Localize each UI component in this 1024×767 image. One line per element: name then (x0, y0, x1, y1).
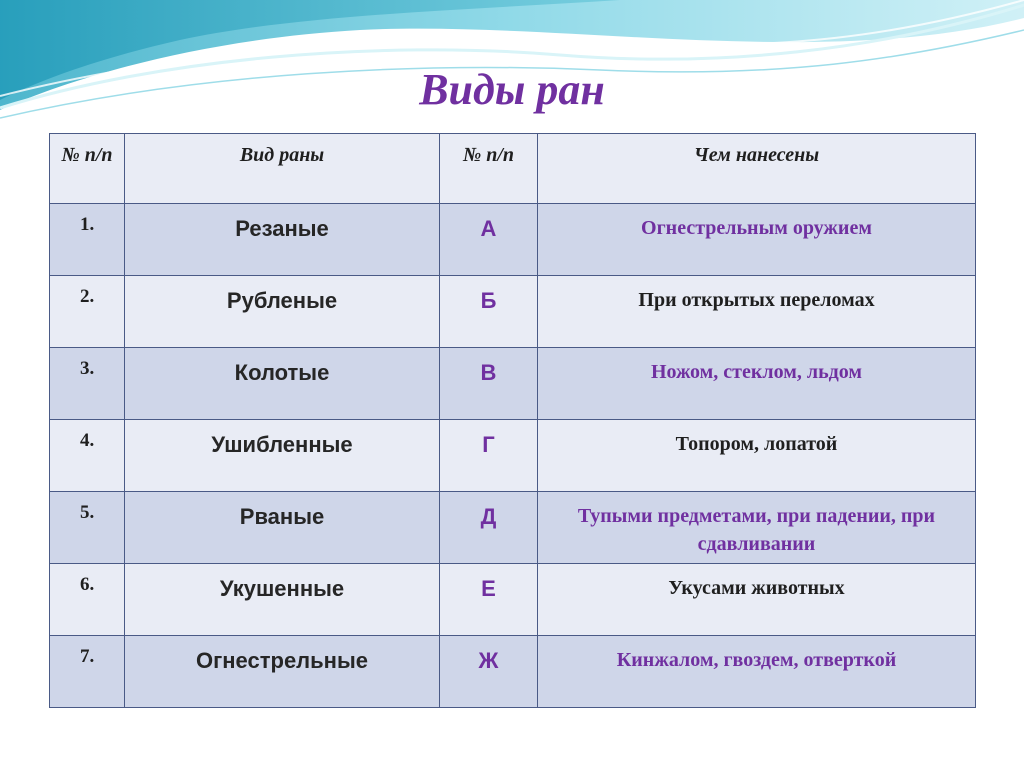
cause-description: При открытых переломах (538, 276, 976, 348)
cause-description: Топором, лопатой (538, 420, 976, 492)
cause-description: Кинжалом, гвоздем, отверткой (538, 636, 976, 708)
row-number: 2. (50, 276, 125, 348)
wound-kind: Колотые (125, 348, 440, 420)
table-row (50, 420, 976, 492)
table-row (50, 564, 976, 636)
cause-description: Укусами животных (538, 564, 976, 636)
cause-letter: Д (440, 492, 538, 564)
table-row (50, 348, 976, 420)
wound-kind: Огнестрельные (125, 636, 440, 708)
header-number-1: № п/п (50, 134, 125, 204)
table-header-row (50, 134, 976, 204)
wound-kind: Ушибленные (125, 420, 440, 492)
wound-kind: Рубленые (125, 276, 440, 348)
cause-letter: А (440, 204, 538, 276)
table-row (50, 492, 976, 564)
row-number: 6. (50, 564, 125, 636)
table-row (50, 276, 976, 348)
header-number-2: № п/п (440, 134, 538, 204)
cause-letter: Ж (440, 636, 538, 708)
row-number: 4. (50, 420, 125, 492)
wound-kind: Резаные (125, 204, 440, 276)
cause-letter: Б (440, 276, 538, 348)
table-row (50, 636, 976, 708)
table-row (50, 204, 976, 276)
wound-kind: Укушенные (125, 564, 440, 636)
row-number: 5. (50, 492, 125, 564)
row-number: 3. (50, 348, 125, 420)
row-number: 1. (50, 204, 125, 276)
cause-description: Ножом, стеклом, льдом (538, 348, 976, 420)
wound-kind: Рваные (125, 492, 440, 564)
header-wound-kind: Вид раны (125, 134, 440, 204)
header-cause: Чем нанесены (538, 134, 976, 204)
row-number: 7. (50, 636, 125, 708)
cause-letter: Г (440, 420, 538, 492)
wound-types-table (49, 133, 976, 708)
cause-description: Тупыми предметами, при падении, при сдавливании (538, 492, 976, 564)
page-title: Виды ран (419, 65, 605, 114)
cause-letter: Е (440, 564, 538, 636)
cause-letter: В (440, 348, 538, 420)
cause-description: Огнестрельным оружием (538, 204, 976, 276)
